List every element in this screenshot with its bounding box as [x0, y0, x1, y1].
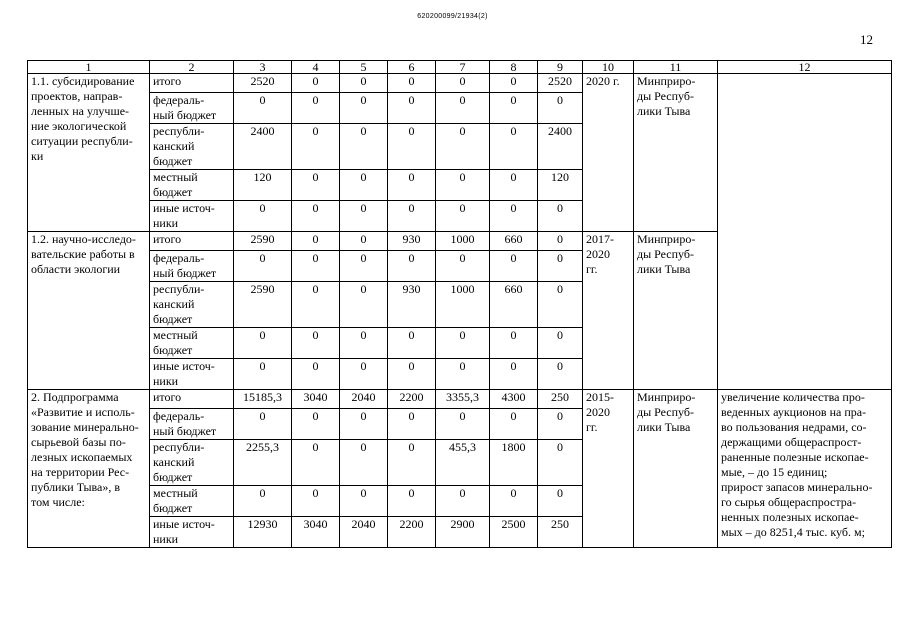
value-cell: 0	[436, 201, 490, 232]
cell-line: иные источ-	[153, 359, 215, 373]
cell-line: мых – до 8251,4 тыс. куб. м;	[721, 525, 865, 539]
period-cell	[583, 232, 634, 390]
cell-line: сырьевой базы по-	[31, 435, 126, 449]
value-cell: 0	[340, 328, 388, 359]
cell-line: публики Тыва», в	[31, 480, 121, 494]
value-cell: 0	[538, 282, 583, 328]
header-row	[28, 61, 892, 74]
value-cell: 0	[436, 328, 490, 359]
cell-line: местный	[153, 486, 198, 500]
cell-line: итого	[153, 74, 182, 88]
cell-line: проектов, направ-	[31, 89, 123, 103]
value-cell: 0	[292, 440, 340, 486]
value-cell: 0	[292, 124, 340, 170]
cell-line: на территории Рес-	[31, 465, 130, 479]
result-cell	[718, 74, 892, 390]
header-cell: 10	[583, 61, 634, 74]
cell-line: зование минерально-	[31, 420, 139, 434]
funding-source-cell	[150, 409, 234, 440]
value-cell: 0	[388, 486, 436, 517]
header-cell: 4	[292, 61, 340, 74]
cell-line: прирост запасов минерально-	[721, 480, 873, 494]
cell-line: республи-	[153, 440, 205, 454]
value-cell: 0	[234, 486, 292, 517]
value-cell: 0	[340, 486, 388, 517]
header-cell: 11	[634, 61, 718, 74]
cell-line: ненных полезных ископае-	[721, 510, 859, 524]
cell-line: веденных аукционов на пра-	[721, 405, 867, 419]
value-cell: 0	[490, 74, 538, 93]
value-cell: 0	[436, 74, 490, 93]
cell-line: местный	[153, 328, 198, 342]
value-cell: 0	[234, 201, 292, 232]
cell-line: ный бюджет	[153, 424, 217, 438]
value-cell: 0	[490, 328, 538, 359]
value-cell: 2900	[436, 517, 490, 548]
cell-line: ки	[31, 149, 44, 163]
value-cell: 0	[538, 201, 583, 232]
cell-line: лезных ископаемых	[31, 450, 133, 464]
value-cell: 0	[292, 170, 340, 201]
value-cell: 2040	[340, 517, 388, 548]
cell-line: лики Тыва	[637, 262, 691, 276]
value-cell: 455,3	[436, 440, 490, 486]
value-cell: 0	[234, 359, 292, 390]
cell-line: ники	[153, 216, 179, 230]
cell-line: иные источ-	[153, 201, 215, 215]
value-cell: 1000	[436, 282, 490, 328]
value-cell: 2200	[388, 390, 436, 409]
measure-name-cell	[28, 232, 150, 390]
header-cell: 7	[436, 61, 490, 74]
value-cell: 2500	[490, 517, 538, 548]
value-cell: 0	[292, 201, 340, 232]
cell-line: Минприро-	[637, 232, 696, 246]
header-cell: 2	[150, 61, 234, 74]
value-cell: 0	[490, 486, 538, 517]
value-cell: 0	[340, 201, 388, 232]
cell-line: мые, – до 15 единиц;	[721, 465, 828, 479]
value-cell: 0	[340, 93, 388, 124]
value-cell: 0	[388, 328, 436, 359]
program-table	[27, 60, 892, 548]
cell-line: ный бюджет	[153, 266, 217, 280]
cell-line: ды Респуб-	[637, 247, 694, 261]
cell-line: 2020 г.	[586, 74, 620, 88]
cell-line: итого	[153, 390, 182, 404]
cell-line: 2020	[586, 405, 610, 419]
document-id: 620200099/21934(2)	[417, 13, 488, 20]
cell-line: иные источ-	[153, 517, 215, 531]
cell-line: бюджет	[153, 154, 193, 168]
value-cell: 2590	[234, 282, 292, 328]
cell-line: 2017-	[586, 232, 614, 246]
cell-line: во пользования недрами, со-	[721, 420, 867, 434]
cell-line: Минприро-	[637, 74, 696, 88]
cell-line: ники	[153, 532, 179, 546]
value-cell: 12930	[234, 517, 292, 548]
period-cell	[583, 390, 634, 548]
value-cell: 0	[436, 486, 490, 517]
executor-cell	[634, 390, 718, 548]
value-cell: 2200	[388, 517, 436, 548]
value-cell: 120	[234, 170, 292, 201]
value-cell: 0	[538, 328, 583, 359]
value-cell: 0	[340, 359, 388, 390]
value-cell: 0	[234, 93, 292, 124]
cell-line: раненные полезные ископае-	[721, 450, 869, 464]
cell-line: бюджет	[153, 185, 193, 199]
value-cell: 2040	[340, 390, 388, 409]
header-cell: 8	[490, 61, 538, 74]
value-cell: 0	[388, 74, 436, 93]
executor-cell	[634, 232, 718, 390]
value-cell: 0	[490, 124, 538, 170]
cell-line: «Развитие и исполь-	[31, 405, 135, 419]
value-cell: 0	[292, 74, 340, 93]
value-cell: 3040	[292, 517, 340, 548]
value-cell: 0	[340, 74, 388, 93]
funding-source-cell	[150, 124, 234, 170]
cell-line: бюджет	[153, 343, 193, 357]
value-cell: 0	[292, 93, 340, 124]
cell-line: ный бюджет	[153, 108, 217, 122]
cell-line: республи-	[153, 282, 205, 296]
cell-line: области экологии	[31, 262, 121, 276]
value-cell: 0	[538, 440, 583, 486]
cell-line: держащими общераспрост-	[721, 435, 862, 449]
cell-line: бюджет	[153, 312, 193, 326]
value-cell: 0	[388, 251, 436, 282]
value-cell: 0	[538, 232, 583, 251]
value-cell: 0	[340, 232, 388, 251]
value-cell: 15185,3	[234, 390, 292, 409]
value-cell: 0	[490, 251, 538, 282]
funding-source-cell	[150, 93, 234, 124]
cell-line: федераль-	[153, 93, 205, 107]
value-cell: 0	[340, 170, 388, 201]
value-cell: 1000	[436, 232, 490, 251]
value-cell: 0	[388, 440, 436, 486]
value-cell: 0	[388, 124, 436, 170]
measure-name-cell	[28, 390, 150, 548]
value-cell: 2520	[538, 74, 583, 93]
cell-line: 2. Подпрограмма	[31, 390, 119, 404]
value-cell: 0	[490, 170, 538, 201]
value-cell: 0	[490, 359, 538, 390]
cell-line: канский	[153, 455, 195, 469]
value-cell: 0	[538, 409, 583, 440]
value-cell: 0	[340, 409, 388, 440]
cell-line: лики Тыва	[637, 104, 691, 118]
value-cell: 0	[234, 328, 292, 359]
value-cell: 0	[538, 359, 583, 390]
funding-source-cell	[150, 486, 234, 517]
value-cell: 0	[340, 251, 388, 282]
funding-source-cell	[150, 390, 234, 409]
funding-source-cell	[150, 282, 234, 328]
value-cell: 0	[436, 359, 490, 390]
value-cell: 120	[538, 170, 583, 201]
value-cell: 0	[538, 486, 583, 517]
value-cell: 0	[490, 93, 538, 124]
value-cell: 660	[490, 232, 538, 251]
value-cell: 930	[388, 282, 436, 328]
funding-source-cell	[150, 328, 234, 359]
table-row	[28, 390, 892, 409]
funding-source-cell	[150, 201, 234, 232]
executor-cell	[634, 74, 718, 232]
cell-line: 2020	[586, 247, 610, 261]
result-cell	[718, 390, 892, 548]
cell-line: гг.	[586, 262, 598, 276]
value-cell: 0	[436, 93, 490, 124]
value-cell: 0	[340, 282, 388, 328]
header-cell: 3	[234, 61, 292, 74]
value-cell: 0	[388, 409, 436, 440]
value-cell: 4300	[490, 390, 538, 409]
cell-line: ситуации республи-	[31, 134, 133, 148]
value-cell: 250	[538, 517, 583, 548]
measure-name-cell	[28, 74, 150, 232]
header-cell: 12	[718, 61, 892, 74]
funding-source-cell	[150, 170, 234, 201]
value-cell: 250	[538, 390, 583, 409]
value-cell: 660	[490, 282, 538, 328]
cell-line: местный	[153, 170, 198, 184]
value-cell: 0	[436, 409, 490, 440]
value-cell: 0	[436, 251, 490, 282]
cell-line: итого	[153, 232, 182, 246]
cell-line: гг.	[586, 420, 598, 434]
value-cell: 0	[538, 251, 583, 282]
value-cell: 1800	[490, 440, 538, 486]
value-cell: 0	[490, 201, 538, 232]
header-cell: 6	[388, 61, 436, 74]
value-cell: 0	[388, 359, 436, 390]
value-cell: 0	[292, 232, 340, 251]
cell-line: ды Респуб-	[637, 405, 694, 419]
funding-source-cell	[150, 517, 234, 548]
cell-line: Минприро-	[637, 390, 696, 404]
value-cell: 0	[234, 409, 292, 440]
value-cell: 0	[340, 440, 388, 486]
cell-line: 1.1. субсидирование	[31, 74, 135, 88]
cell-line: ние экологической	[31, 119, 127, 133]
header-cell: 5	[340, 61, 388, 74]
value-cell: 0	[388, 93, 436, 124]
table-row	[28, 74, 892, 93]
value-cell: 0	[234, 251, 292, 282]
value-cell: 0	[388, 201, 436, 232]
value-cell: 0	[292, 251, 340, 282]
cell-line: лики Тыва	[637, 420, 691, 434]
cell-line: 1.2. научно-исследо-	[31, 232, 136, 246]
value-cell: 0	[340, 124, 388, 170]
cell-line: республи-	[153, 124, 205, 138]
value-cell: 930	[388, 232, 436, 251]
funding-source-cell	[150, 74, 234, 93]
cell-line: ды Респуб-	[637, 89, 694, 103]
cell-line: канский	[153, 297, 195, 311]
value-cell: 0	[292, 486, 340, 517]
value-cell: 3040	[292, 390, 340, 409]
funding-source-cell	[150, 251, 234, 282]
cell-line: увеличение количества про-	[721, 390, 865, 404]
value-cell: 2520	[234, 74, 292, 93]
cell-line: бюджет	[153, 501, 193, 515]
value-cell: 0	[436, 124, 490, 170]
cell-line: 2015-	[586, 390, 614, 404]
value-cell: 0	[388, 170, 436, 201]
cell-line: федераль-	[153, 409, 205, 423]
cell-line: федераль-	[153, 251, 205, 265]
cell-line: вательские работы в	[31, 247, 135, 261]
value-cell: 0	[292, 282, 340, 328]
cell-line: ники	[153, 374, 179, 388]
value-cell: 3355,3	[436, 390, 490, 409]
header-cell: 1	[28, 61, 150, 74]
period-cell	[583, 74, 634, 232]
page-number: 12	[860, 32, 873, 47]
value-cell: 2255,3	[234, 440, 292, 486]
value-cell: 0	[292, 359, 340, 390]
value-cell: 0	[436, 170, 490, 201]
value-cell: 0	[292, 328, 340, 359]
funding-source-cell	[150, 440, 234, 486]
value-cell: 0	[490, 409, 538, 440]
value-cell: 0	[292, 409, 340, 440]
cell-line: канский	[153, 139, 195, 153]
value-cell: 0	[538, 93, 583, 124]
cell-line: бюджет	[153, 470, 193, 484]
value-cell: 2590	[234, 232, 292, 251]
value-cell: 2400	[538, 124, 583, 170]
cell-line: го сырья общераспростра-	[721, 495, 857, 509]
cell-line: ленных на улучше-	[31, 104, 130, 118]
funding-source-cell	[150, 359, 234, 390]
header-cell: 9	[538, 61, 583, 74]
funding-source-cell	[150, 232, 234, 251]
cell-line: том числе:	[31, 495, 85, 509]
value-cell: 2400	[234, 124, 292, 170]
